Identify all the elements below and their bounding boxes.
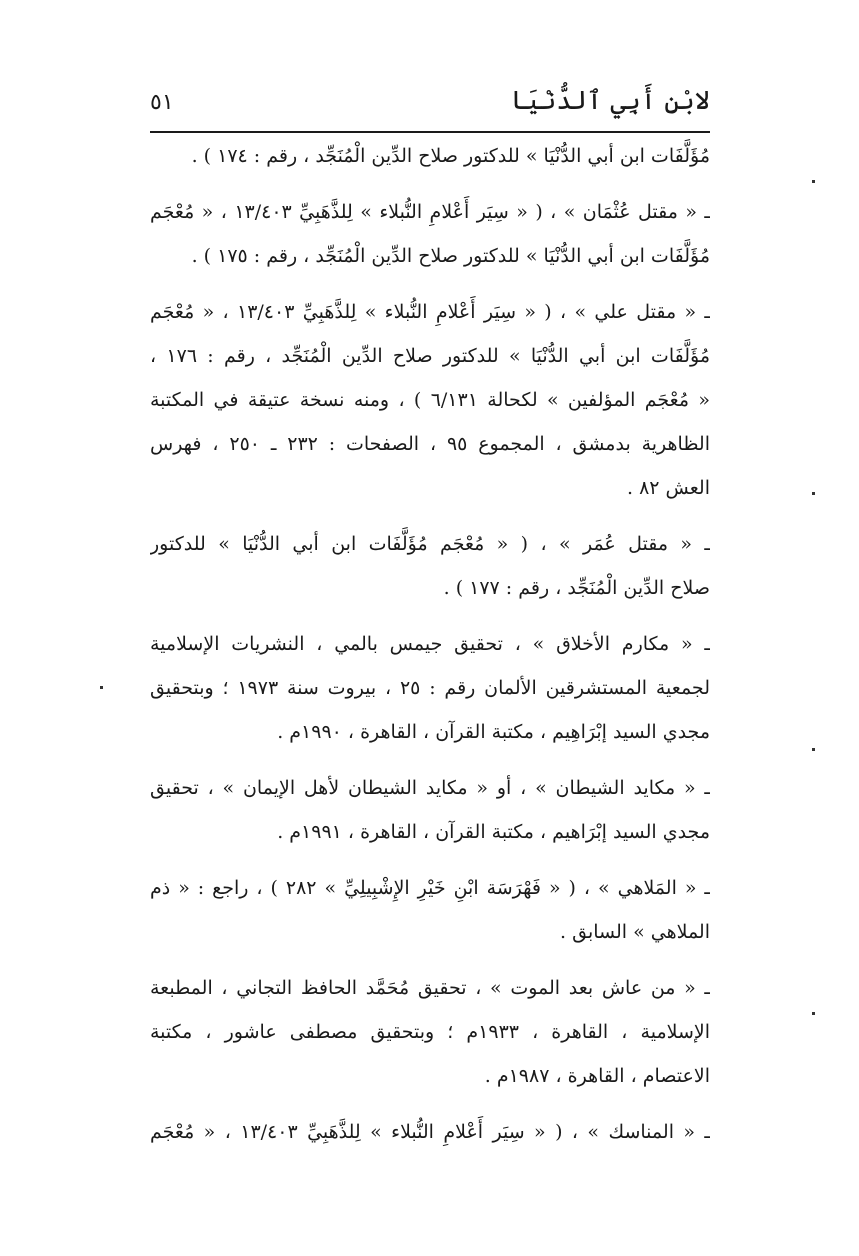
scan-speck xyxy=(812,180,815,183)
entry-maqtal-umar xyxy=(150,522,710,610)
running-title: لابْنِ أَبِي ٱلدُّنْيَا xyxy=(510,86,710,116)
entry-line: مجدي السيد إبْرَاهيم ، مكتبة القرآن ، القاهرة ، ١٩٩١م . xyxy=(277,821,710,843)
entry-makarim-al-akhlaq xyxy=(150,622,710,754)
entry-line: ـ « مقتل عُمَر » ، ( « مُعْجَم مُؤَلَّفَات ابن أبي الدُّنْيَا » للدكتور xyxy=(150,533,710,555)
entry-man-asha-bad-al-mawt xyxy=(150,966,710,1098)
entry-line: ـ « مقتل علي » ، ( « سِيَر أَعْلامِ النُّبلاء » لِلذَّهَبِيِّ ١٣/٤٠٣ ، « مُعْجَم xyxy=(150,301,710,323)
scan-speck xyxy=(100,686,103,689)
entry-line: ـ « المَلاهي » ، ( « فَهْرَسَة ابْنِ خَيْرِ الإِشْبِيلِيِّ » ٢٨٢ ) ، راجع : « ذم xyxy=(150,877,710,899)
scan-speck xyxy=(812,492,815,495)
entry-line: ـ « المناسك » ، ( « سِيَر أَعْلامِ النُّبلاء » لِلذَّهَبِيِّ ١٣/٤٠٣ ، « مُعْجَم xyxy=(150,1121,710,1143)
entry-line: الملاهي » السابق . xyxy=(560,921,710,943)
entry-line: ـ « مكارم الأخلاق » ، تحقيق جيمس بالمي ، النشريات الإسلامية xyxy=(150,633,710,655)
scan-speck xyxy=(812,748,815,751)
entry-line: مُؤَلَّفَات ابن أبي الدُّنْيَا » للدكتور صلاح الدِّين الْمُنَجِّد ، رقم : ١٧٤ ) . xyxy=(191,145,710,167)
entry-continuation xyxy=(150,134,710,178)
entry-line: الظاهرية بدمشق ، المجموع ٩٥ ، الصفحات : ٢٣٢ ـ ٢٥٠ ، فهرس xyxy=(150,433,710,455)
entry-maqtal-uthman xyxy=(150,190,710,278)
entry-al-malahi xyxy=(150,866,710,954)
scan-speck xyxy=(812,1012,815,1015)
entry-line: ـ « مكايد الشيطان » ، أو « مكايد الشيطان لأهل الإيمان » ، تحقيق xyxy=(150,777,710,799)
entry-line: ـ « مقتل عُثْمَان » ، ( « سِيَر أَعْلامِ النُّبلاء » لِلذَّهَبِيِّ ١٣/٤٠٣ ، « مُعْجَم xyxy=(150,201,710,223)
entry-line: « مُعْجَم المؤلفين » لكحالة ٦/١٣١ ) ، ومنه نسخة عتيقة في المكتبة xyxy=(150,389,710,411)
entry-al-manasik xyxy=(150,1110,710,1154)
entry-maqtal-ali xyxy=(150,290,710,510)
entry-line: العش ٨٢ . xyxy=(626,477,710,499)
entry-line: صلاح الدِّين الْمُنَجِّد ، رقم : ١٧٧ ) . xyxy=(443,577,710,599)
page-number: ٥١ xyxy=(150,90,174,115)
header-rule xyxy=(150,131,710,133)
entry-line: ـ « من عاش بعد الموت » ، تحقيق مُحَمَّد الحافظ التجاني ، المطبعة xyxy=(150,977,710,999)
bibliography-list xyxy=(150,134,710,1154)
entry-line: مُؤَلَّفَات ابن أبي الدُّنْيَا » للدكتور صلاح الدِّين الْمُنَجِّد ، رقم : ١٧٥ ) . xyxy=(191,245,710,267)
entry-line: الاعتصام ، القاهرة ، ١٩٨٧م . xyxy=(484,1065,710,1087)
entry-line: لجمعية المستشرقين الألمان رقم : ٢٥ ، بيروت سنة ١٩٧٣ ؛ وبتحقيق xyxy=(150,677,710,699)
entry-makayid-al-shaytan xyxy=(150,766,710,854)
entry-line: مجدي السيد إبْرَاهِيم ، مكتبة القرآن ، القاهرة ، ١٩٩٠م . xyxy=(277,721,710,743)
entry-line: الإسلامية ، القاهرة ، ١٩٣٣م ؛ وبتحقيق مصطفى عاشور ، مكتبة xyxy=(150,1021,710,1043)
page-header xyxy=(150,84,710,128)
entry-line: مُؤَلَّفَات ابن أبي الدُّنْيَا » للدكتور صلاح الدِّين الْمُنَجِّد ، رقم : ١٧٦ ، xyxy=(150,345,710,367)
